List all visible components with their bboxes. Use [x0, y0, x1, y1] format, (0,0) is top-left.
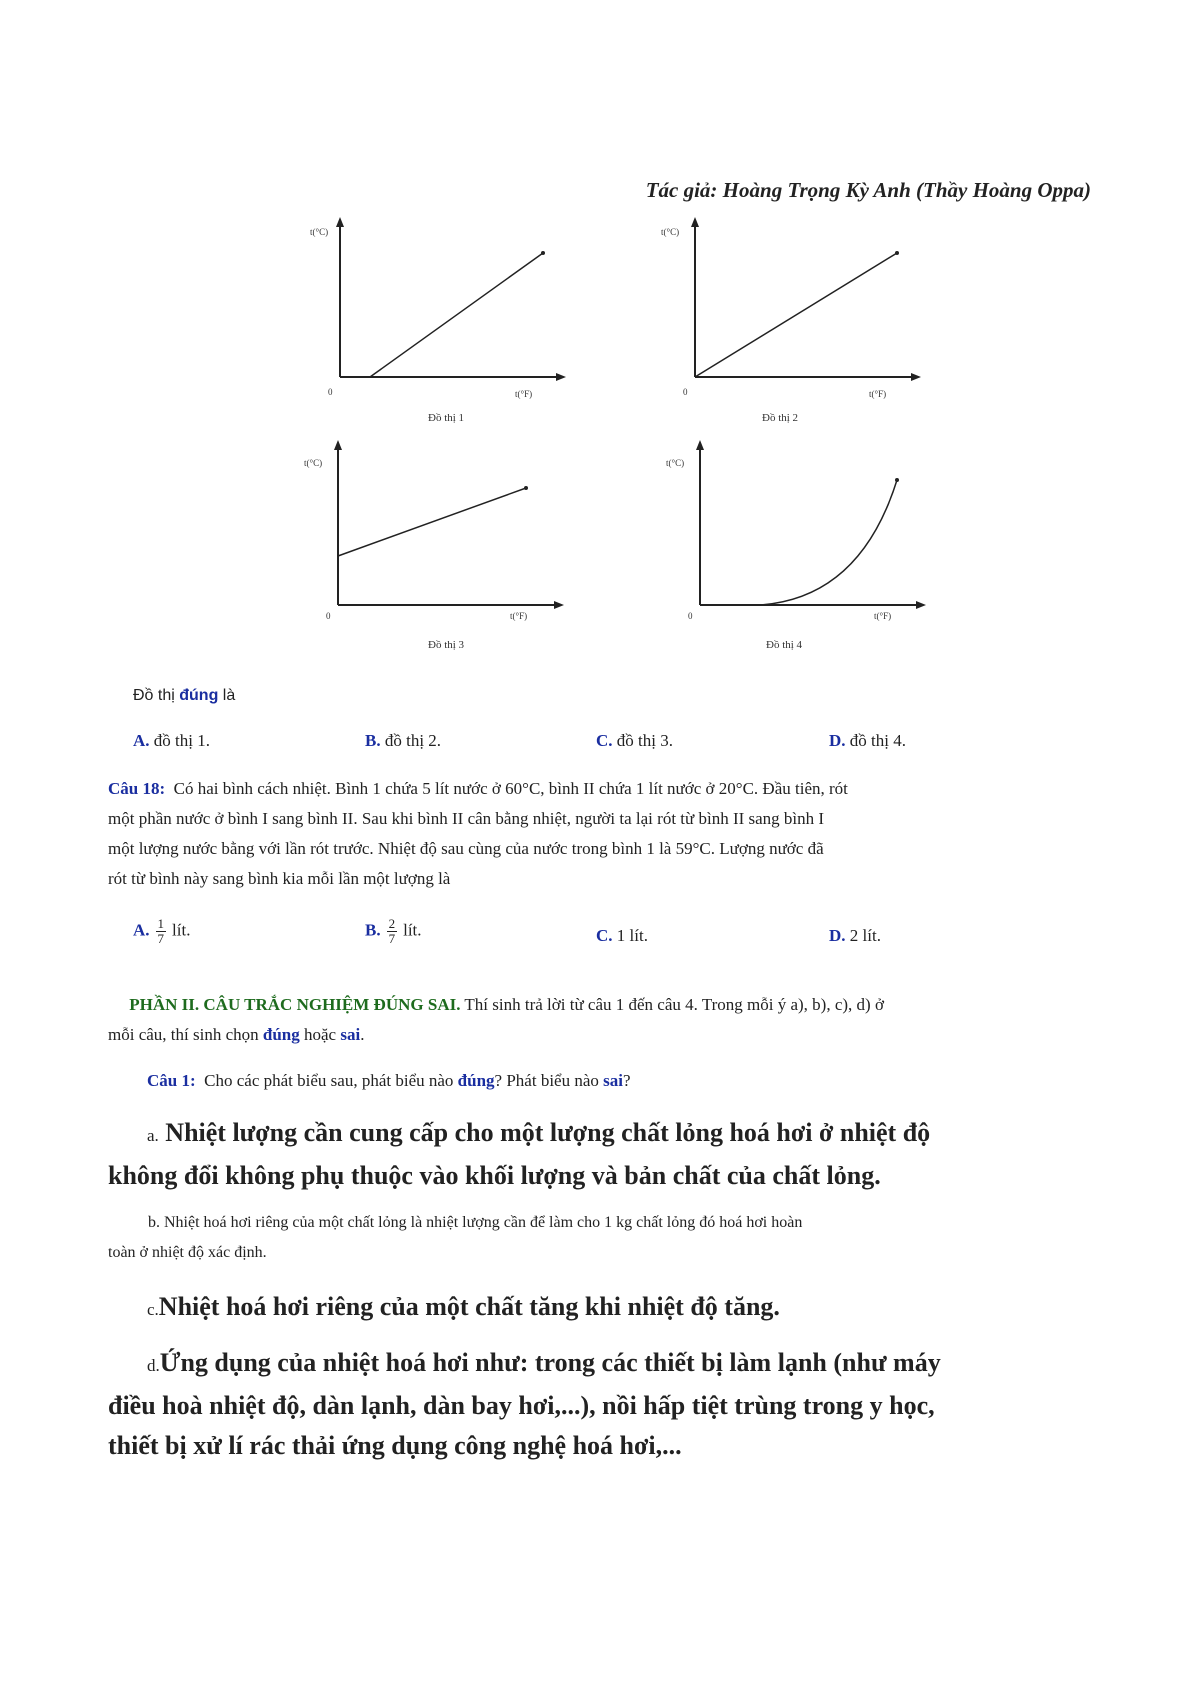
part2-line-2-mid: hoặc — [299, 1025, 341, 1044]
part2-title: PHẦN II. CÂU TRẮC NGHIỆM ĐÚNG SAI. — [129, 995, 461, 1014]
graph-3-line — [338, 488, 526, 556]
graph-3-origin: 0 — [326, 611, 331, 621]
q17-option-d[interactable] — [829, 731, 906, 751]
q18-option-b-key: B. — [365, 920, 381, 940]
statement-b — [108, 1208, 1098, 1268]
part2-line-2-post: . — [360, 1025, 365, 1044]
graph-4 — [650, 438, 930, 658]
statement-c-key: c. — [147, 1300, 159, 1319]
statement-b-line-1: b. Nhiệt hoá hơi riêng của một chất lỏng là nhiệt lượng cần để làm cho 1 kg chất lỏng đó hoá hơi hoàn — [148, 1214, 803, 1231]
part2-line-2-pre: mỗi câu, thí sinh chọn — [108, 1025, 263, 1044]
statement-a-key: a. — [147, 1126, 159, 1145]
part2-line-1: Thí sinh trả lời từ câu 1 đến câu 4. Trong mỗi ý a), b), c), d) ở — [460, 995, 884, 1014]
q18-option-b[interactable] — [365, 917, 422, 946]
q17-stem-post: là — [218, 687, 236, 704]
graph-3-ylabel: t(°C) — [304, 458, 323, 468]
q18-option-d[interactable] — [829, 926, 881, 946]
graph-4-origin: 0 — [688, 611, 693, 621]
graph-2-line — [695, 253, 897, 377]
statement-d-line-1: Ứng dụng của nhiệt hoá hơi như: trong các thiết bị làm lạnh (như máy — [159, 1348, 941, 1377]
graph-1-ylabel: t(°C) — [310, 227, 329, 237]
q18-option-d-key: D. — [829, 926, 846, 945]
q17-option-d-text: đồ thị 4. — [845, 731, 906, 750]
graph-1-xlabel: t(°F) — [515, 389, 533, 399]
q18-option-a-key: A. — [133, 920, 150, 940]
graph-4-curve — [760, 480, 897, 605]
graph-4-xlabel: t(°F) — [874, 611, 892, 621]
statement-d-key: d. — [147, 1356, 160, 1375]
statement-a-line-1: Nhiệt lượng cần cung cấp cho một lượng chất lỏng hoá hơi ở nhiệt độ — [165, 1118, 931, 1147]
graph-3-xlabel: t(°F) — [510, 611, 528, 621]
q18-line-2: một phần nước ở bình I sang bình II. Sau khi bình II cân bằng nhiệt, người ta lại rót từ bình II sang bình I — [108, 809, 825, 828]
q18-line-4: rót từ bình này sang bình kia mỗi lần một lượng là — [108, 869, 451, 888]
q17-option-c-text: đồ thị 3. — [612, 731, 673, 750]
q17-stem — [133, 680, 235, 711]
q17-option-b-key: B. — [365, 731, 381, 750]
q18-option-a[interactable] — [133, 917, 190, 946]
graph-1-caption: Đồ thị 1 — [428, 412, 465, 424]
graph-2 — [645, 215, 925, 430]
graph-3 — [288, 438, 568, 658]
q18-option-c-text: 1 lít. — [612, 926, 648, 945]
statement-b-line-2: toàn ở nhiệt độ xác định. — [108, 1244, 267, 1261]
c1-text-post: ? — [622, 1071, 631, 1090]
q17-option-a-text: đồ thị 1. — [149, 731, 210, 750]
q18-line-1: Có hai bình cách nhiệt. Bình 1 chứa 5 lít nước ở 60°C, bình II chứa 1 lít nước ở 20°C. Đầu tiên, rót — [173, 779, 848, 798]
statement-d-line-2: điều hoà nhiệt độ, dàn lạnh, dàn bay hơi,...), nồi hấp tiệt trùng trong y học, — [108, 1391, 935, 1420]
graph-3-caption: Đồ thị 3 — [428, 639, 465, 651]
c1-stem — [147, 1066, 631, 1096]
graph-1 — [290, 215, 570, 430]
part2-dung: đúng — [262, 1025, 300, 1044]
q17-option-c[interactable] — [596, 731, 673, 751]
graph-1-line — [370, 253, 543, 377]
q17-option-c-key: C. — [596, 731, 613, 750]
c1-label: Câu 1: — [147, 1071, 196, 1090]
q18-option-a-unit: lít. — [172, 920, 191, 940]
c1-text-mid: ? Phát biểu nào — [494, 1071, 604, 1090]
q17-stem-bold: đúng — [179, 687, 219, 704]
statement-c-text: Nhiệt hoá hơi riêng của một chất tăng khi nhiệt độ tăng. — [158, 1292, 780, 1321]
q18-option-b-fraction: $\frac{2}{7}$ — [388, 916, 396, 946]
c1-sai: sai — [603, 1071, 623, 1090]
q18-option-c-key: C. — [596, 926, 613, 945]
statement-a-line-2: không đổi không phụ thuộc vào khối lượng và bản chất của chất lỏng. — [108, 1161, 881, 1190]
graph-2-origin: 0 — [683, 387, 688, 397]
q17-option-a[interactable] — [133, 731, 210, 751]
c1-dung: đúng — [457, 1071, 495, 1090]
graph-1-origin: 0 — [328, 387, 333, 397]
q17-stem-pre: Đồ thị — [133, 687, 180, 704]
graph-2-xlabel: t(°F) — [869, 389, 887, 399]
q18-option-c[interactable] — [596, 926, 648, 946]
statement-c — [108, 1287, 780, 1330]
statement-d-line-3: thiết bị xử lí rác thải ứng dụng công nghệ hoá hơi,... — [108, 1431, 682, 1460]
q17-option-b-text: đồ thị 2. — [380, 731, 442, 750]
part2-sai: sai — [340, 1025, 361, 1044]
graph-2-ylabel: t(°C) — [661, 227, 680, 237]
q18-text — [108, 774, 1098, 894]
statement-d — [108, 1343, 1098, 1466]
q18-option-b-unit: lít. — [403, 920, 422, 940]
graph-4-ylabel: t(°C) — [666, 458, 685, 468]
part2-instructions — [108, 990, 1098, 1050]
c1-text-pre: Cho các phát biểu sau, phát biểu nào — [204, 1071, 458, 1090]
q17-option-a-key: A. — [133, 731, 150, 750]
q18-option-a-fraction: $\frac{1}{7}$ — [157, 916, 165, 946]
q17-option-b[interactable] — [365, 731, 441, 751]
q18-option-d-text: 2 lít. — [845, 926, 881, 945]
q18-line-3: một lượng nước bằng với lần rót trước. Nhiệt độ sau cùng của nước trong bình 1 là 59°C. Lượng nước đã — [108, 839, 824, 858]
q18-label: Câu 18: — [108, 779, 166, 798]
graph-2-caption: Đồ thị 2 — [762, 412, 799, 424]
statement-a — [108, 1113, 1098, 1196]
q17-option-d-key: D. — [829, 731, 846, 750]
graph-4-caption: Đồ thị 4 — [766, 639, 803, 651]
author-line: Tác giả: Hoàng Trọng Kỳ Anh (Thầy Hoàng Oppa) — [645, 178, 1091, 202]
